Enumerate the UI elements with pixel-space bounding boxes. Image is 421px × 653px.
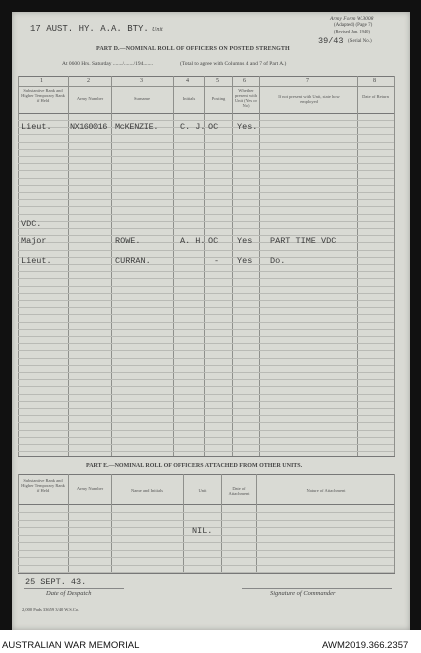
ruled-line (18, 206, 394, 207)
form-line-1: Army Form W.3008 (330, 16, 374, 22)
col-number-4: 4 (186, 78, 189, 84)
ruled-line (18, 221, 394, 222)
ruled-line (18, 408, 394, 409)
ruled-line (18, 264, 394, 265)
e-col-header-name: Name and Initials (131, 488, 163, 493)
ruled-line (18, 242, 394, 243)
row-1-surname: McKENZIE. (115, 122, 159, 132)
col-number-3: 3 (140, 78, 143, 84)
ruled-line (18, 329, 394, 330)
ruled-line (18, 557, 394, 558)
serial-typed: 39/43 (318, 36, 344, 46)
ruled-line (18, 444, 394, 445)
ruled-line (18, 365, 394, 366)
col-number-8: 8 (373, 78, 376, 84)
ruled-line (18, 379, 394, 380)
time-line-right: (Total to agree with Columns 4 and 7 of Part A.) (180, 61, 287, 67)
row-4-rank: Lieut. (21, 256, 52, 266)
part-e-title: PART E.—NOMINAL ROLL OF OFFICERS ATTACHED FROM OTHER UNITS. (86, 463, 303, 469)
ruled-line (18, 278, 394, 279)
ruled-line (18, 185, 394, 186)
row-3-present: Yes (237, 236, 253, 246)
col-number-5: 5 (216, 78, 219, 84)
ruled-line (18, 178, 394, 179)
despatch-date-underline (24, 588, 124, 589)
col-header-surname: Surname (134, 96, 150, 101)
ruled-line (18, 394, 394, 395)
ruled-line (18, 286, 394, 287)
ruled-line (18, 120, 394, 121)
ruled-line (18, 520, 394, 521)
ruled-line (18, 542, 394, 543)
row-4-posting: - (214, 256, 220, 266)
e-col-header-rank: Substantive Rank and Higher Temporary Rank if Held (21, 478, 65, 493)
ruled-line (18, 451, 394, 452)
ruled-line (18, 415, 394, 416)
ruled-line (18, 307, 394, 308)
despatch-date-label: Date of Despatch (46, 590, 92, 597)
col-number-7: 7 (306, 78, 309, 84)
col-header-army-number: Army Number (76, 96, 104, 101)
ruled-line (18, 437, 394, 438)
col-number-1: 1 (40, 78, 43, 84)
row-4-present: Yes (237, 256, 253, 266)
row-1-present: Yes. (237, 122, 258, 132)
ruled-line (18, 401, 394, 402)
ruled-line (18, 170, 394, 171)
col-header-posting: Posting (211, 96, 226, 101)
ruled-line (18, 358, 394, 359)
caption-bar (0, 630, 421, 653)
e-col-header-unit: Unit (198, 488, 207, 493)
ruled-line (18, 257, 394, 258)
unit-typed: 17 AUST. HY. A.A. BTY. (30, 24, 149, 34)
col-header-initials: Initials (182, 96, 196, 101)
row-1-rank: Lieut. (21, 122, 52, 132)
caption-left: AUSTRALIAN WAR MEMORIAL (2, 640, 140, 651)
ruled-line (18, 386, 394, 387)
col-header-rank: Substantive Rank and Higher Temporary Rank if Held (21, 88, 65, 103)
ruled-line (18, 422, 394, 423)
row-4-surname: CURRAN. (115, 256, 151, 266)
ruled-line (18, 350, 394, 351)
e-col-header-army-number: Army Number (76, 486, 104, 491)
row-1-number: NX160016 (70, 122, 107, 132)
ruled-line (18, 322, 394, 323)
ruled-line (18, 572, 394, 573)
printer-note: 2,000 Pads 33659 3/40 W.S.Co. (22, 607, 80, 612)
ruled-line (18, 293, 394, 294)
ruled-line (18, 271, 394, 272)
form-line-3: (Revised Jan. 1940) (334, 29, 370, 34)
ruled-line (18, 300, 394, 301)
time-line-left: At 0600 Hrs. Saturday ......./......./194....... (62, 61, 154, 67)
ruled-line (18, 163, 394, 164)
row-3-rank: Major (21, 236, 47, 246)
ruled-line (18, 250, 394, 251)
col-header-employed: If not present with Unit, state how employed (278, 94, 340, 104)
ruled-line (18, 336, 394, 337)
col-number-2: 2 (87, 78, 90, 84)
nil-entry: NIL. (192, 526, 213, 536)
row-4-employed: Do. (270, 256, 286, 266)
ruled-line (18, 149, 394, 150)
ruled-line (18, 314, 394, 315)
ruled-line (18, 430, 394, 431)
serial-label: (Serial No.) (348, 39, 372, 44)
e-col-header-date-attachment: Date of Attachment (228, 486, 250, 496)
ruled-line (18, 192, 394, 193)
e-col-header-nature: Nature of Attachment (306, 488, 346, 493)
ruled-line (18, 565, 394, 566)
despatch-date-typed: 25 SEPT. 43. (25, 577, 87, 587)
part-d-title: PART D.—NOMINAL ROLL OF OFFICERS ON POSTED STRENGTH (96, 46, 290, 52)
row-2-rank: VDC. (21, 219, 42, 229)
col-number-6: 6 (243, 78, 246, 84)
row-3-posting: OC (208, 236, 219, 246)
form-line-2: (Adapted) (Page 7) (334, 23, 373, 28)
ruled-line (18, 142, 394, 143)
row-3-employed: PART TIME VDC (270, 236, 337, 246)
ruled-line (18, 372, 394, 373)
ruled-line (18, 156, 394, 157)
ruled-line (18, 134, 394, 135)
ruled-line (18, 550, 394, 551)
row-3-initials: A. H. (180, 236, 206, 246)
ruled-line (18, 214, 394, 215)
col-header-present: Whether present with Unit (Yes or No) (234, 88, 258, 108)
form-page (12, 12, 410, 630)
row-1-initials: C. J. (180, 122, 206, 132)
ruled-line (18, 343, 394, 344)
ruled-line (18, 199, 394, 200)
ruled-line (18, 235, 394, 236)
signature-underline (242, 588, 392, 589)
unit-label: Unit (152, 27, 163, 33)
row-3-surname: ROWE. (115, 236, 141, 246)
col-header-date-return: Date of Return (362, 94, 389, 99)
row-1-posting: OC (208, 122, 219, 132)
ruled-line (18, 228, 394, 229)
signature-label: Signature of Commander (270, 590, 336, 597)
ruled-line (18, 512, 394, 513)
caption-right: AWM2019.366.2357 (322, 640, 409, 651)
